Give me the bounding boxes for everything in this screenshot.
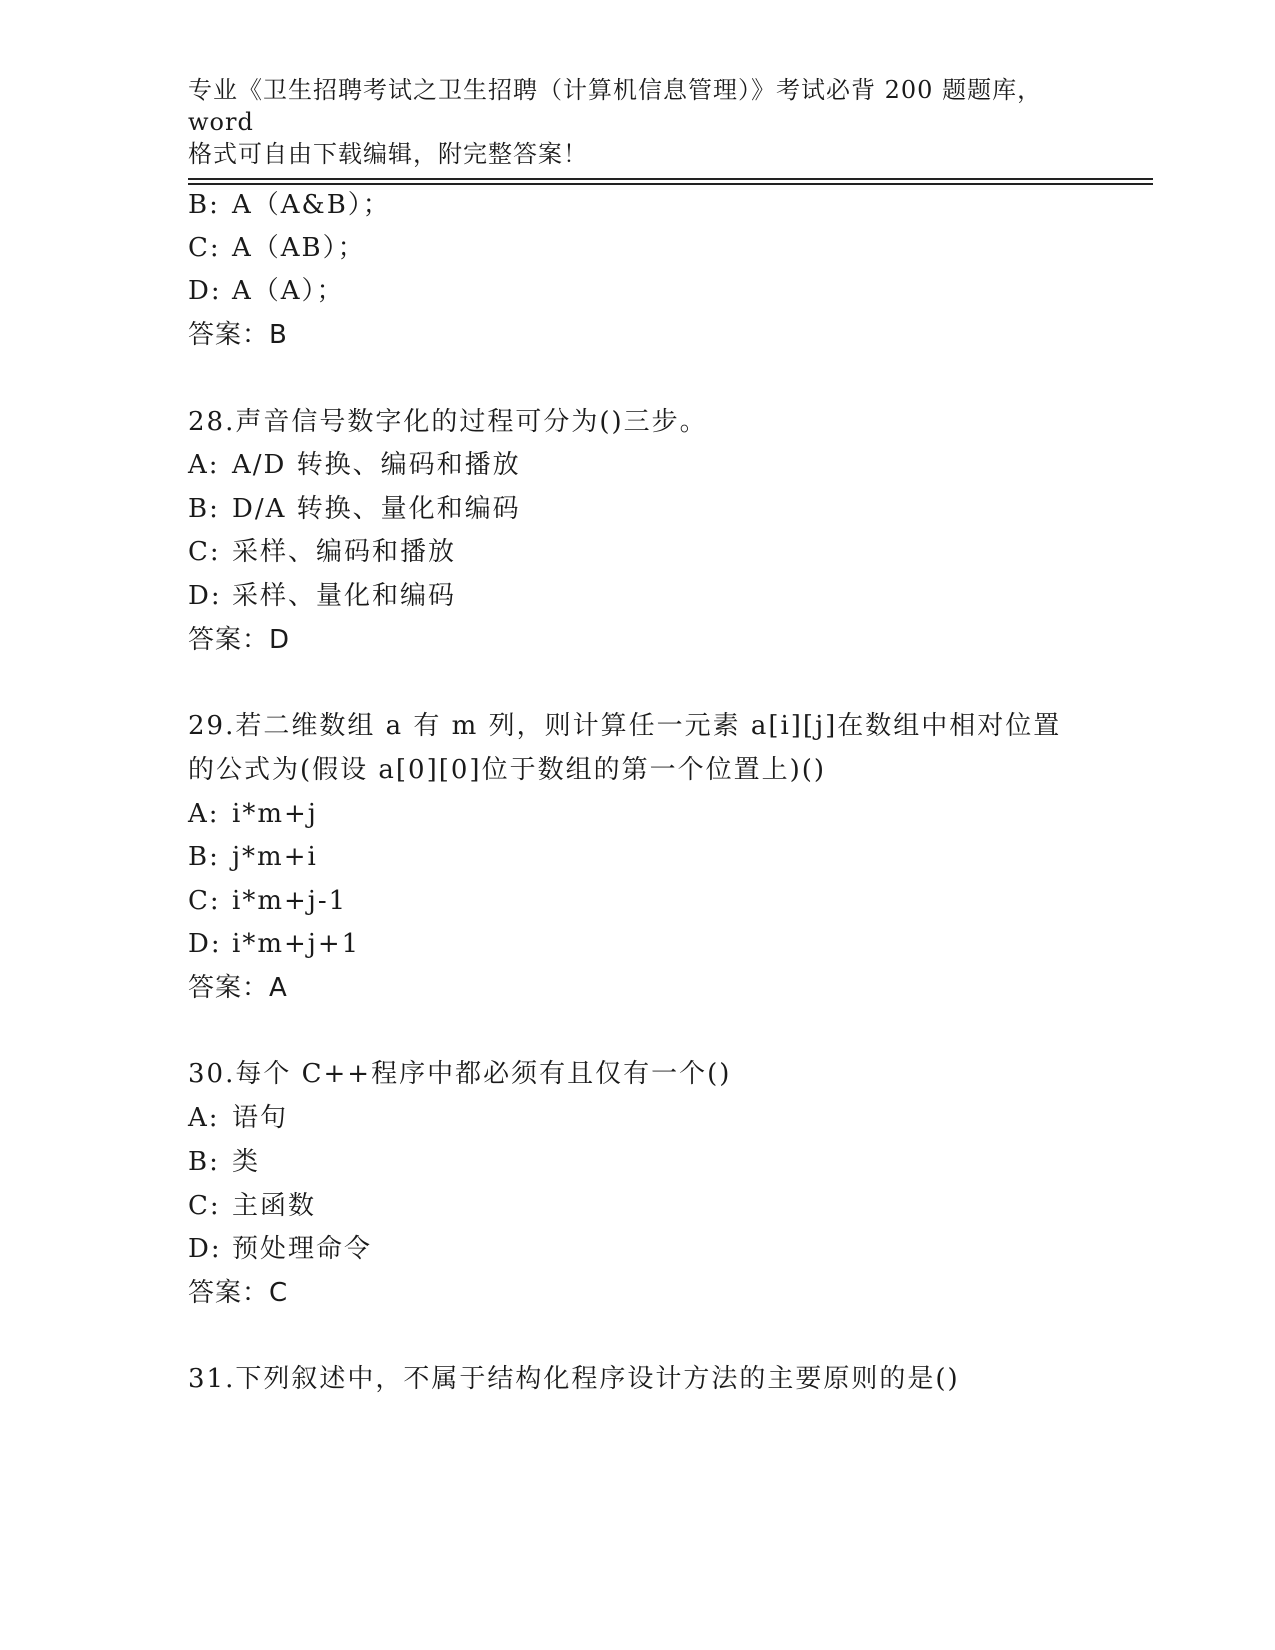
header-divider-top — [188, 178, 1153, 180]
question-stem-continued: 的公式为(假设 a[0][0]位于数组的第一个位置上)() — [188, 755, 826, 785]
option-key: B: — [188, 842, 220, 872]
option-key: A: — [188, 799, 220, 829]
answer: 答案：A — [188, 973, 288, 1003]
question-stem: 30.每个 C++程序中都必须有且仅有一个() — [188, 1059, 732, 1089]
option-c — [188, 231, 366, 265]
option-text: A/D 转换、编码和播放 — [232, 450, 521, 480]
option-text: i*m+j+1 — [232, 929, 361, 959]
option-d — [188, 1232, 372, 1266]
option-b — [188, 1145, 260, 1179]
option-text: j*m+i — [232, 842, 318, 872]
question-stem: 28.声音信号数字化的过程可分为()三步。 — [188, 407, 708, 437]
answer: 答案：C — [188, 1278, 289, 1308]
option-key: A: — [188, 450, 220, 480]
header-title-line-2: 格式可自由下载编辑，附完整答案！ — [188, 140, 588, 168]
option-d — [188, 927, 360, 961]
option-key: D: — [188, 581, 222, 611]
question-stem: 31.下列叙述中，不属于结构化程序设计方法的主要原则的是() — [188, 1364, 960, 1394]
option-key: B: — [188, 1147, 220, 1177]
option-key: D: — [188, 276, 222, 306]
document-header — [188, 74, 1088, 170]
option-text: 语句 — [232, 1103, 289, 1133]
option-b — [188, 188, 391, 222]
option-b — [188, 492, 521, 526]
question-stem: 29.若二维数组 a 有 m 列，则计算任一元素 a[i][j]在数组中相对位置 — [188, 711, 1062, 741]
header-title-line-1: 专业《卫生招聘考试之卫生招聘（计算机信息管理）》考试必背 200 题题库，word — [188, 76, 1043, 136]
option-key: C: — [188, 1191, 221, 1221]
option-key: D: — [188, 929, 222, 959]
option-text: 主函数 — [232, 1191, 317, 1221]
option-text: i*m+j — [232, 799, 318, 829]
option-key: D: — [188, 1234, 222, 1264]
answer: 答案：B — [188, 320, 288, 350]
option-text: i*m+j-1 — [232, 886, 348, 916]
option-text: 类 — [232, 1147, 261, 1177]
option-d — [188, 579, 456, 613]
option-a — [188, 1101, 288, 1135]
option-c — [188, 884, 347, 918]
option-d — [188, 274, 345, 308]
option-text: 采样、编码和播放 — [232, 537, 457, 567]
option-a — [188, 448, 521, 482]
option-text: A（AB）； — [232, 233, 366, 263]
option-key: B: — [188, 190, 220, 220]
option-text: A（A&B）； — [232, 190, 391, 220]
header-divider-bottom — [188, 183, 1153, 185]
option-key: C: — [188, 537, 221, 567]
option-text: D/A 转换、量化和编码 — [232, 494, 521, 524]
option-text: 采样、量化和编码 — [232, 581, 457, 611]
option-key: C: — [188, 886, 221, 916]
option-c — [188, 535, 456, 569]
option-c — [188, 1189, 316, 1223]
option-key: C: — [188, 233, 221, 263]
option-b — [188, 840, 318, 874]
option-a — [188, 797, 318, 831]
option-key: A: — [188, 1103, 220, 1133]
answer: 答案：D — [188, 625, 291, 655]
option-text: A（A）； — [232, 276, 345, 306]
option-key: B: — [188, 494, 220, 524]
option-text: 预处理命令 — [232, 1234, 373, 1264]
